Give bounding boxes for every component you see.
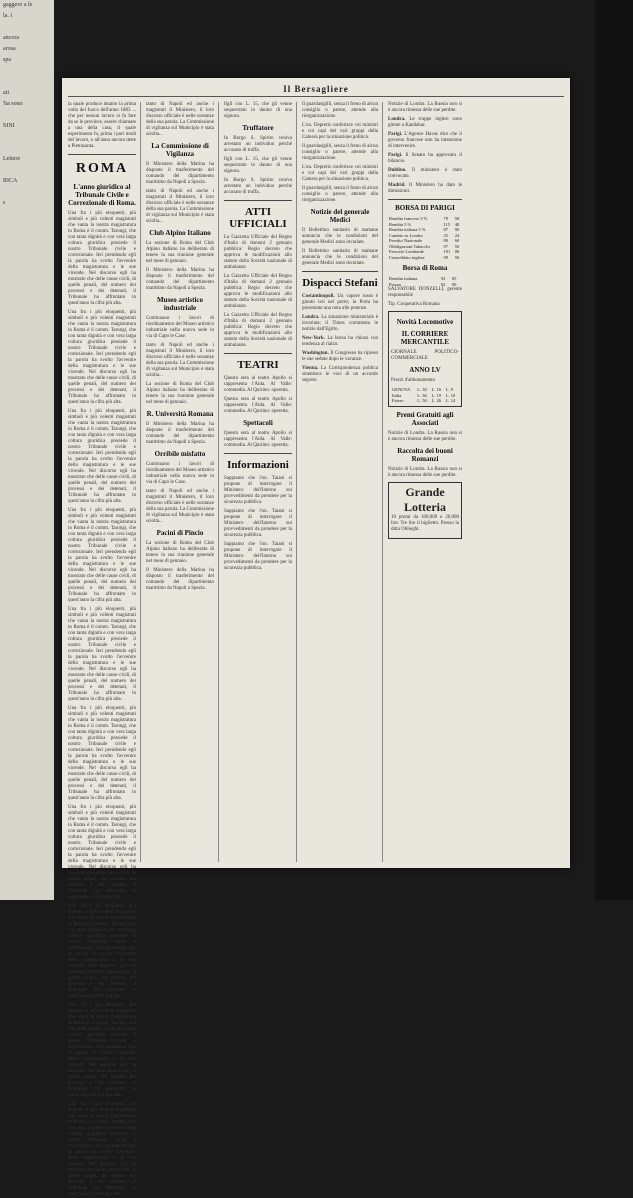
strip-line: ati: [3, 90, 9, 96]
article-body: Notizie di Londra. La Russia non si è ancora rimessa delle sue perdite.: [388, 430, 462, 442]
article-body: La sezione di Roma del Club Alpino italiano ha deliberato di tenere la sua riunione generale nel mese di gennaio.: [146, 541, 214, 564]
table-cell: 92: [440, 276, 446, 281]
dispatch-place: New-York.: [302, 336, 328, 341]
advertisement: [388, 311, 462, 407]
strip-line: [0, 132, 54, 143]
exchange-heading: BORSA DI PARIGI: [395, 204, 455, 212]
strip-line: [0, 407, 54, 418]
column-1: [68, 102, 136, 1197]
divider: [388, 199, 462, 200]
strip-line: [0, 22, 54, 33]
article-body: L'on. Depretis conferisce coi ministri e coi capi dei vari gruppi della Camera per la situazione politica.: [302, 123, 378, 140]
strip-line: [0, 253, 54, 264]
col1-intro: la quale produce intanto la prima volta del fuoco dell'anno 1883 ... che per nessun lavoro si fa fare da se le province, essere chiamate a una della casa, il quale esperimento fu, prima i puri modi del lavoro, e all'anno ancora dette a Pietrasanta.: [68, 102, 136, 149]
table-cell: 60: [454, 238, 460, 243]
dispatch-place: Madrid.: [388, 183, 410, 188]
strip-line: [0, 275, 54, 286]
table-cell: Rendita italiana 5 %: [389, 227, 426, 232]
table-cell: L. 36: [417, 392, 427, 398]
table-cell: 25: [443, 232, 449, 238]
section-heading-teatri: TEATRI: [237, 359, 279, 371]
article-body: L'on. Depretis conferisce coi ministri e coi capi dei vari gruppi della Camera per la situazione politica.: [302, 165, 378, 182]
table-cell: Cambio su Londra: [389, 232, 423, 238]
article-body: Questa sera al teatro Apollo si rappresenta l'Aida. Al Valle: commedia. Al Quirino: operetta.: [224, 397, 292, 414]
article-body: Il Ministero della Marina ha disposto il trasferimento del comando del dipartimento marittimo da Napoli a Spezia.: [146, 162, 214, 185]
table-cell: 50: [454, 216, 460, 221]
dispatch-place: Dublino.: [388, 168, 412, 173]
section-heading-roma: ROMA: [75, 161, 129, 176]
strip-line: [0, 110, 54, 121]
table-cell: 85: [451, 276, 457, 281]
table-cell: 87: [443, 227, 449, 232]
article-body: tanto di Napoli ed anche i magistrati il Ministero, il loro discorso ufficiale è nelle sostanze della sua parola. La Commissione di vigilanza sul Municipio è stata sciolta...: [146, 189, 214, 224]
table-cell: 97: [443, 243, 449, 249]
table-cell: 79: [443, 216, 449, 221]
article-body: Sappiamo che l'on. Taiani si propone di interrogare il Ministero dell'Interno sui provvedimenti da prendere per la sicurezza pubblica.: [224, 509, 292, 538]
table-cell: L. 50: [417, 398, 427, 403]
article-body: Il Bollettino sanitario di stamane annuncia che le condizioni del generale Medici sono invariate.: [302, 228, 378, 245]
article-body: Una fra i più eloquenti, più simboli e più volenti magistrati che vanta la nostra magistratura in Roma è il comm. Tarongi, che con tanta dignità e con vera larga coltura giuridica presiede il nostro Tribunale civile e correzionale. Ieri prendendo egli la parola ha svolto l'avvenire della magistratura e le sue vicende. Nel discorso egli ha mostrato che delle cause civili, di quelle penali, del numero dei processi e dei detenuti, il Tribunale ha affrontato in quest'anno la cifra più alta.: [68, 805, 136, 900]
dispatch-item: Costantinopoli. Un vapore russo è giunto ieri nel porto; la Porta ha presentato una nota alle potenze.: [302, 294, 378, 311]
strip-line: arosa: [3, 46, 16, 52]
table-cell: L. 10: [445, 392, 456, 398]
ad-subtitle: IL CORRIERE MERCANTILE: [400, 330, 450, 346]
article-subheading: Spettacoli: [243, 419, 273, 427]
dispatch-item: Londra. Le truppe inglesi sono giunte a Kandahar.: [388, 117, 463, 128]
article-body: In Borgo S. Spirito veniva arrestato un individuo perché accusato di truffa.: [224, 136, 292, 153]
column-divider: [140, 102, 141, 862]
table-cell: L. 19: [431, 392, 442, 398]
section-heading-atti: ATTI UFFICIALI: [229, 206, 287, 230]
article-body: Questa sera al teatro Apollo si rappresenta l'Aida. Al Valle: commedia. Al Quirino: operetta.: [224, 376, 292, 393]
strip-line: [0, 187, 54, 198]
strip-line: [0, 242, 54, 253]
article-body: La Gazzetta Ufficiale del Regno d'Italia di domani 2 gennaio pubblica: Regio decreto che approva le modificazioni allo statuto della Società nazionale di ambulanze.: [224, 274, 292, 309]
table-cell: Obbligazioni Tabacchi: [389, 243, 430, 249]
strip-line: spa: [3, 57, 11, 63]
table-cell: 80: [443, 238, 449, 243]
article-body: Una fra i più eloquenti, più simboli e più volenti magistrati che vanta la nostra magistratura in Roma è il comm. Tarongi, che con tanta dignità e con vera larga coltura giuridica presiede il nostro Tribunale civile e correzionale. Ieri prendendo egli la parola ha svolto l'avvenire della magistratura e le sue vicende. Nel discorso egli ha mostrato che delle cause civili, di quelle penali, del numero dei processi e dei detenuti, il Tribunale ha affrontato in quest'anno la cifra più alta.: [68, 211, 136, 306]
dispatch-place: Parigi.: [388, 132, 405, 137]
ad-title: Premi Gratuiti agli Associati: [396, 410, 454, 427]
strip-line: [0, 231, 54, 242]
strip-line: [0, 418, 54, 429]
article-body: Una fra i più eloquenti, più simboli e più volenti magistrati che vanta la nostra magistratura in Roma è il comm. Tarongi, che con tanta dignità e con vera larga coltura giuridica presiede il nostro Tribunale civile e correzionale. Ieri prendendo egli la parola ha svolto l'avvenire della magistratura e le sue vicende. Nel discorso egli ha mostrato che delle cause civili, di quelle penali, del numero dei processi e dei detenuti, il Tribunale ha affrontato in quest'anno la cifra più alta.: [68, 310, 136, 405]
strip-line: s: [3, 200, 6, 206]
table-cell: GENOVA: [392, 387, 411, 392]
article-body: In Borgo S. Spirito veniva arrestato un individuo perché accusato di truffa.: [224, 178, 292, 195]
strip-line: [0, 363, 54, 374]
article-body: Una fra i più eloquenti, più simboli e più volenti magistrati che vanta la nostra magistratura in Roma è il comm. Tarongi, che con tanta dignità e con vera larga coltura giuridica presiede il nostro Tribunale civile e correzionale. Ieri prendendo egli la parola ha svolto l'avvenire della magistratura e le sue vicende. Nel discorso egli ha mostrato che delle cause civili, di quelle penali, del numero dei processi e dei detenuti, il Tribunale ha affrontato in quest'anno la cifra più alta.: [68, 1003, 136, 1098]
article-body: Il Ministero della Marina ha disposto il trasferimento del comando del dipartimento marittimo da Napoli a Spezia.: [146, 268, 214, 291]
article-body: Sappiamo che l'on. Taiani si propone di interrogare il Ministero dell'Interno sui provvedimenti da prendere per la sicurezza pubblica.: [224, 542, 292, 571]
exchange-table: [388, 216, 462, 260]
table-row: [388, 255, 462, 261]
table-cell: 90: [454, 227, 460, 232]
article-body: La sezione di Roma del Club Alpino italiano ha deliberato di tenere la sua riunione generale nel mese di gennaio.: [146, 241, 214, 264]
column-divider: [218, 102, 219, 862]
column-5: [388, 102, 462, 862]
strip-line: gaggero a le: [3, 2, 33, 8]
strip-line: Lettere: [3, 156, 20, 162]
ad-prices-table: [391, 387, 459, 404]
dispatch-place: Parigi.: [388, 153, 406, 158]
article-body: La sezione di Roma del Club Alpino italiano ha deliberato di tenere la sua riunione generale nel mese di gennaio.: [146, 382, 214, 405]
printer-line: Tip. Cooperativa Romana: [388, 302, 440, 307]
section-heading-dispacci: Dispacci Stefani: [302, 277, 378, 289]
newspaper-page: [62, 78, 570, 1197]
article-subheading: Club Alpino Italiano: [149, 229, 211, 237]
dispatch-item: Londra. La situazione ministeriale è invariata; il Times commenta le notizie dall'Egitto.: [302, 315, 378, 332]
dispatch-place: Washington.: [302, 351, 331, 356]
strip-line: [0, 165, 54, 176]
strip-line: ancora: [3, 35, 19, 41]
table-cell: L. 30: [417, 387, 427, 392]
table-cell: Italia: [392, 392, 402, 398]
table-cell: L. 26: [431, 398, 442, 403]
article-body: Una fra i più eloquenti, più simboli e più volenti magistrati che vanta la nostra magistratura in Roma è il comm. Tarongi, che con tanta dignità e con vera larga coltura giuridica presiede il nostro Tribunale civile e correzionale. Ieri prendendo egli la parola ha svolto l'avvenire della magistratura e le sue vicende. Nel discorso egli ha mostrato che delle cause civili, di quelle penali, del numero dei processi e dei detenuti, il Tribunale ha affrontato in quest'anno la cifra più alta.: [68, 409, 136, 504]
exchange-heading: Borsa di Roma: [402, 264, 448, 272]
article-body: Il Bollettino sanitario di stamane annuncia che le condizioni del generale Medici sono invariate.: [302, 249, 378, 266]
strip-line: [0, 209, 54, 220]
ad-prices-label: Prezzi d'abbonamento: [391, 378, 436, 383]
strip-line: [0, 297, 54, 308]
strip-line: 'ha sono: [3, 101, 23, 107]
divider: [68, 154, 136, 155]
dispatch-item: Madrid. Il Ministero ha dato le dimissioni.: [388, 183, 463, 194]
table-cell: Rendita italiana: [389, 276, 418, 281]
article-body: La Gazzetta Ufficiale del Regno d'Italia di domani 2 gennaio pubblica: Regio decreto che approva le modificazioni allo statuto della Società nazionale di ambulanze.: [224, 235, 292, 270]
divider: [224, 200, 292, 201]
dispatch-place: Costantinopoli.: [302, 294, 338, 299]
ad-title: Grande Lotteria: [404, 484, 446, 514]
table-cell: Ferrovie Lombarde: [389, 249, 424, 254]
masthead-rule: [68, 96, 564, 97]
article-body: Il guardasigilli, senza il freno di alcun consiglio o parere, attende alla riorganizzazione.: [302, 144, 378, 161]
article-body: Una fra i più eloquenti, più simboli e più volenti magistrati che vanta la nostra magistratura in Roma è il comm. Tarongi, che con tanta dignità e con vera larga coltura giuridica presiede il nostro Tribunale civile e correzionale. Ieri prendendo egli la parola ha svolto l'avvenire della magistratura e le sue vicende. Nel discorso egli ha mostrato che delle cause civili, di quelle penali, del numero dei processi e dei detenuti, il Tribunale ha affrontato in quest'anno la cifra più alta.: [68, 508, 136, 603]
column-4: [302, 102, 378, 862]
article-subheading: Pacini di Pincio: [156, 529, 204, 537]
table-cell: L. 14: [445, 398, 456, 403]
article-subheading: La Commissione di Vigilanza: [151, 142, 209, 158]
strip-line: [0, 385, 54, 396]
table-cell: Prezzo: [389, 281, 402, 287]
ad-body: 10 premi da 100,000 e 20,000 lire. Tre lire il biglietto. Presso la ditta Oblieght.: [391, 514, 459, 532]
article-body: Il Ministero della Marina ha disposto il trasferimento del comando del dipartimento marittimo da Napoli a Spezia.: [146, 568, 214, 591]
strip-line: [0, 264, 54, 275]
divider: [224, 453, 292, 454]
dispatch-item: Vienna. La Corrispondenza politica smentisce le voci di un accordo segreto.: [302, 366, 378, 383]
strip-line: RICA: [3, 178, 18, 184]
article-body: Il guardasigilli, senza il freno di alcun consiglio o parere, attende alla riorganizzazione.: [302, 102, 378, 119]
article-body: figli con L. 15, che gli venne sequestrato in danno di una signora.: [224, 102, 292, 119]
article-body: figli con L. 15, che gli venne sequestrato in danno di una signora.: [224, 157, 292, 174]
article-body: Una fra i più eloquenti, più simboli e più volenti magistrati che vanta la nostra magistratura in Roma è il comm. Tarongi, che con tanta dignità e con vera larga coltura giuridica presiede il nostro Tribunale civile e correzionale. Ieri prendendo egli la parola ha svolto l'avvenire della magistratura e le sue vicende. Nel discorso egli ha mostrato che delle cause civili, di quelle penali, del numero dei processi e dei detenuti, il Tribunale ha affrontato in quest'anno la cifra più alta.: [68, 706, 136, 801]
article-body: tanto di Napoli ed anche i magistrati il Ministero, il loro discorso ufficiale è nelle sostanze della sua parola. La Commissione di vigilanza sul Municipio è stata sciolta...: [146, 343, 214, 378]
strip-line: la. i: [3, 13, 12, 19]
table-cell: 92: [440, 281, 446, 287]
ad-line: GIORNALE POLITICO-COMMERCIALE: [391, 350, 459, 361]
table-cell: L. 16: [431, 387, 442, 392]
table-row: [391, 398, 459, 404]
article-body: Una fra i più eloquenti, più simboli e più volenti magistrati che vanta la nostra magistratura in Roma è il comm. Tarongi, che con tanta dignità e con vera larga coltura giuridica presiede il nostro Tribunale civile e correzionale. Ieri prendendo egli la parola ha svolto l'avvenire della magistratura e le sue vicende. Nel discorso egli ha mostrato che delle cause civili, di quelle penali, del numero dei processi e dei detenuti, il Tribunale ha affrontato in quest'anno la cifra più alta.: [68, 904, 136, 999]
ad-year: ANNO LV: [409, 366, 441, 374]
strip-line: [0, 319, 54, 330]
article-body: Notizie di Londra. La Russia non si è ancora rimessa delle sue perdite.: [388, 102, 462, 113]
article-body: Notizie di Londra. La Russia non si è ancora rimessa delle sue perdite.: [388, 466, 462, 478]
exchange-table: [388, 276, 462, 287]
column-divider: [296, 102, 297, 862]
table-row: [391, 387, 459, 393]
signature: SALVATORE DONZELLI, gerente responsabile: [388, 287, 462, 298]
table-cell: 00: [454, 249, 460, 254]
column-2: [146, 102, 214, 862]
article-body: Il guardasigilli, senza il freno di alcun consiglio o parere, attende alla riorganizzazione.: [302, 186, 378, 203]
strip-line: [0, 286, 54, 297]
column-3: [224, 102, 292, 862]
article-body: Una fra i più eloquenti, più simboli e più volenti magistrati che vanta la nostra magistratura in Roma è il comm. Tarongi, che con tanta dignità e con vera larga coltura giuridica presiede il nostro Tribunale civile e correzionale. Ieri prendendo egli la parola ha svolto l'avvenire della magistratura e le sue vicende. Nel discorso egli ha mostrato che delle cause civili, di quelle penali, del numero dei processi e dei detenuti, il Tribunale ha affrontato in quest'anno la cifra più alta.: [68, 1102, 136, 1197]
article-subheading: Museo artistico industriale: [156, 296, 204, 312]
strip-line: SINI: [3, 123, 15, 129]
article-body: Sappiamo che l'on. Taiani si propone di interrogare il Ministero dell'Interno sui provvedimenti da prendere per la sicurezza pubblica.: [224, 476, 292, 505]
dispatch-place: Londra.: [388, 117, 410, 122]
article-subheading: Orribile misfatto: [154, 450, 206, 458]
article-body: Continuano i lavori di riordinamento del Museo artistico industriale nella nuova sede in via di Capo le Case.: [146, 462, 214, 485]
article-body: tanto di Napoli ed anche i magistrati il Ministero, il loro discorso ufficiale è nelle sostanze della sua parola. La Commissione di vigilanza sul Municipio è stata sciolta...: [146, 489, 214, 524]
table-cell: Rendita francese 3 %: [389, 216, 428, 221]
table-cell: Estero: [392, 398, 404, 403]
table-cell: Consolidato inglese: [389, 254, 425, 260]
article-body: Una fra i più eloquenti, più simboli e più volenti magistrati che vanta la nostra magistratura in Roma è il comm. Tarongi, che con tanta dignità e con vera larga coltura giuridica presiede il nostro Tribunale civile e correzionale. Ieri prendendo egli la parola ha svolto l'avvenire della magistratura e le sue vicende. Nel discorso egli ha mostrato che delle cause civili, di quelle penali, del numero dei processi e dei detenuti, il Tribunale ha affrontato in quest'anno la cifra più alta.: [68, 607, 136, 702]
dispatch-place: Londra.: [302, 315, 322, 320]
table-cell: Prestito Nazionale: [389, 238, 423, 243]
dispatch-item: Parigi. L'Agence Havas dice che il governo francese non ha intenzione di intervenire.: [388, 132, 462, 149]
article-body: tanto di Napoli ed anche i magistrati il Ministero, il loro discorso ufficiale è nelle sostanze della sua parola. La Commissione di vigilanza sul Municipio è stata sciolta...: [146, 102, 214, 137]
strip-line: [0, 330, 54, 341]
article-body: Il Ministero della Marina ha disposto il trasferimento del comando del dipartimento marittimo da Napoli a Spezia.: [146, 422, 214, 445]
article-subheading: R. Università Romana: [146, 410, 214, 418]
divider: [224, 353, 292, 354]
article-body: Continuano i lavori di riordinamento del Museo artistico industriale nella nuova sede in via di Capo le Case.: [146, 316, 214, 339]
strip-line: [0, 429, 54, 440]
dispatch-item: Dublino. Il ministero è stato convocato.: [388, 168, 463, 179]
table-cell: 115: [443, 221, 451, 227]
table-cell: 40: [454, 221, 460, 227]
dispatch-item: Parigi. Il Senato ha approvato il bilancio.: [388, 153, 462, 164]
table-cell: Rendita 5 %: [389, 221, 412, 227]
table-cell: 50: [454, 254, 460, 260]
table-cell: L. 9: [445, 387, 453, 392]
dispatch-item: New-York. La borsa ha chiuso con tendenza al rialzo.: [302, 336, 378, 347]
table-cell: 90: [451, 281, 457, 287]
article-subheading: L'anno giuridico al Tribunale Civile e Correzionale di Roma.: [68, 183, 136, 207]
article-body: La Gazzetta Ufficiale del Regno d'Italia di domani 2 gennaio pubblica: Regio decreto che approva le modificazioni allo statuto della Società nazionale di ambulanze.: [224, 313, 292, 348]
strip-line: [0, 308, 54, 319]
section-heading-informazioni: Informazioni: [227, 459, 289, 471]
table-cell: 50: [454, 243, 460, 249]
strip-line: [0, 396, 54, 407]
divider: [302, 271, 378, 272]
strip-line: [0, 374, 54, 385]
strip-line: [0, 341, 54, 352]
table-cell: 191: [443, 249, 451, 254]
ad-title: Novità Locomotive: [396, 318, 454, 326]
scan-border: [595, 0, 633, 900]
article-body: Questa sera al teatro Apollo si rappresenta l'Aida. Al Valle: commedia. Al Quirino: operetta.: [224, 431, 292, 448]
article-subheading: Notizie del generale Medici: [310, 208, 370, 224]
advertisement-lottery: [388, 482, 462, 539]
article-subheading: Truffatore: [242, 124, 274, 132]
strip-line: [0, 66, 54, 77]
strip-line: [0, 220, 54, 231]
table-cell: 99: [443, 254, 449, 260]
dispatch-item: Washington. Il Congresso ha ripreso le sue sedute dopo le vacanze.: [302, 351, 378, 362]
masthead: Il Bersagliere: [283, 84, 349, 94]
table-cell: 24: [454, 232, 460, 238]
strip-line: [0, 143, 54, 154]
strip-line: [0, 77, 54, 88]
ad-title: Raccolta dei buoni Romanzi: [397, 446, 453, 463]
column-divider: [382, 102, 383, 862]
strip-line: [0, 352, 54, 363]
adjacent-page-strip: [0, 0, 54, 900]
dispatch-place: Vienna.: [302, 366, 321, 371]
